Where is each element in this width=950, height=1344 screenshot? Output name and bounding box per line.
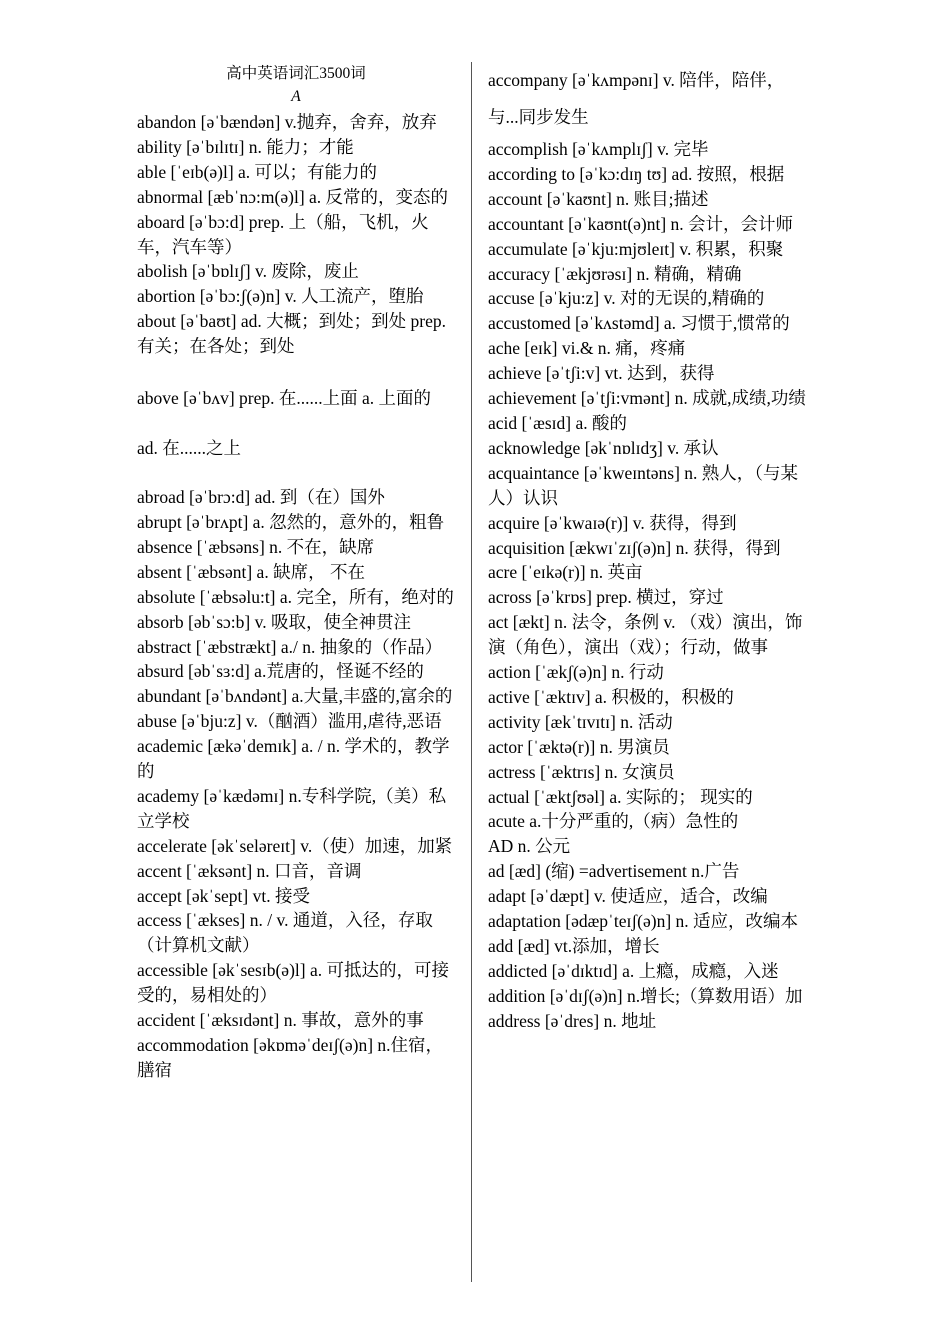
entry-activity: activity [ækˈtɪvɪtɪ] n. 活动 xyxy=(488,711,673,732)
entry-ad-era: AD n. 公元 xyxy=(488,836,571,857)
entry-academy: academy [əˈkædəmɪ] n.专科学院,（美）私立学校 xyxy=(137,785,447,831)
entry-accelerate: accelerate [əkˈseləreɪt] v.（使）加速，加紧 xyxy=(137,835,453,856)
entry-act: act [ækt] n. 法令，条例 v. （戏）演出，饰演（角色），演出（戏）；行动，做事 xyxy=(488,612,803,658)
entry-across: across [əˈkrɒs] prep. 横过，穿过 xyxy=(488,587,724,608)
left-column xyxy=(137,62,455,1083)
entry-accompany: accompany [əˈkʌmpənɪ] v. 陪伴，陪伴，与...同步发生 xyxy=(488,70,785,127)
entry-ache: ache [eɪk] vi.& n. 痛，疼痛 xyxy=(488,338,686,359)
entry-acknowledge: acknowledge [əkˈnɒlɪdʒ] v. 承认 xyxy=(488,437,719,458)
entry-abolish: abolish [əˈbɒlɪʃ] v. 废除，废止 xyxy=(137,261,359,282)
entry-add: add [æd] vt.添加，增长 xyxy=(488,936,660,956)
entry-access: access [ˈækses] n. / v. 通道，入径，存取（计算机文献） xyxy=(137,910,433,956)
entry-abroad: abroad [əˈbrɔ:d] ad. 到（在）国外 xyxy=(137,487,385,508)
entry-actor: actor [ˈæktə(r)] n. 男演员 xyxy=(488,736,670,757)
entry-acre: acre [ˈeɪkə(r)] n. 英亩 xyxy=(488,562,643,583)
entry-accuracy: accuracy [ˈækjʊrəsɪ] n. 精确，精确 xyxy=(488,263,742,284)
entry-accessible: accessible [əkˈsesɪb(ə)l] a. 可抵达的，可接受的，易相处的） xyxy=(137,960,449,1006)
entry-about: about [əˈbaʊt] ad. 大概；到处；到处 prep. 有关；在各处；到处 xyxy=(137,311,446,357)
entry-absence: absence [ˈæbsəns] n. 不在，缺席 xyxy=(137,536,375,557)
entry-action: action [ˈækʃ(ə)n] n. 行动 xyxy=(488,662,664,683)
entry-actual: actual [ˈæktʃʊəl] a. 实际的； 现实的 xyxy=(488,786,753,807)
entry-ad: ad [æd] (缩) =advertisement n.广告 xyxy=(488,861,740,882)
entry-above: above [əˈbʌv] prep. 在......上面 a. 上面的 ad. 在......之上 xyxy=(137,388,432,459)
entry-abstract: abstract [ˈæbstrækt] a./ n. 抽象的（作品） xyxy=(137,636,443,657)
entry-active: active [ˈæktɪv] a. 积极的，积极的 xyxy=(488,686,734,707)
entry-acquisition: acquisition [ækwɪˈzɪʃ(ə)n] n. 获得，得到 xyxy=(488,537,781,558)
right-column xyxy=(488,62,810,1034)
entry-addition: addition [əˈdɪʃ(ə)n] n.增长;（算数用语）加 xyxy=(488,985,803,1006)
entry-acquaintance: acquaintance [əˈkweɪntəns] n. 熟人，（与某人）认识 xyxy=(488,462,799,508)
entry-accept: accept [əkˈsept] vt. 接受 xyxy=(137,885,310,906)
entry-absurd: absurd [əbˈsɜ:d] a.荒唐的，怪诞不经的 xyxy=(137,661,424,682)
entry-adapt: adapt [əˈdæpt] v. 使适应，适合，改编 xyxy=(488,886,768,907)
entry-accomplish: accomplish [əˈkʌmplɪʃ] v. 完毕 xyxy=(488,139,709,159)
entry-abortion: abortion [əˈbɔ:ʃ(ə)n] v. 人工流产，堕胎 xyxy=(137,286,424,307)
entry-abuse: abuse [əˈbju:z] v.（酗酒）滥用,虐待,恶语 xyxy=(137,711,442,732)
entry-accuse: accuse [əˈkju:z] v. 对的无误的,精确的 xyxy=(488,288,765,309)
entry-accountant: accountant [əˈkaʊnt(ə)nt] n. 会计，会计师 xyxy=(488,213,794,234)
entry-acid: acid [ˈæsɪd] a. 酸的 xyxy=(488,412,627,433)
entry-acquire: acquire [əˈkwaɪə(r)] v. 获得，得到 xyxy=(488,512,737,533)
entry-aboard: aboard [əˈbɔ:d] prep. 上（船，飞机，火车，汽车等） xyxy=(137,211,429,257)
entry-acute: acute a.十分严重的,（病）急性的 xyxy=(488,811,739,832)
entry-accommodation: accommodation [əkɒməˈdeɪʃ(ə)n] n.住宿，膳宿 xyxy=(137,1035,444,1080)
entry-accumulate: accumulate [əˈkju:mjʊleɪt] v. 积累，积聚 xyxy=(488,238,784,259)
entry-accustomed: accustomed [əˈkʌstəmd] a. 习惯于,惯常的 xyxy=(488,313,790,334)
entry-able: able [ˈeɪb(ə)l] a. 可以；有能力的 xyxy=(137,161,378,182)
column-divider xyxy=(471,62,472,1282)
entry-account: account [əˈkaʊnt] n. 账目;描述 xyxy=(488,188,709,209)
entry-according-to: according to [əˈkɔ:dɪŋ tʊ] ad. 按照，根据 xyxy=(488,163,785,184)
entry-actress: actress [ˈæktrɪs] n. 女演员 xyxy=(488,761,675,782)
entry-achieve: achieve [əˈtʃi:v] vt. 达到，获得 xyxy=(488,363,715,384)
entry-abandon: abandon [əˈbændən] v.抛弃，舍弃，放弃 xyxy=(137,112,437,132)
entry-addicted: addicted [əˈdɪktɪd] a. 上瘾，成瘾，入迷 xyxy=(488,960,779,981)
entry-absent: absent [ˈæbsənt] a. 缺席， 不在 xyxy=(137,561,365,582)
entry-abnormal: abnormal [æbˈnɔ:m(ə)l] a. 反常的，变态的 xyxy=(137,186,449,207)
entry-abundant: abundant [əˈbʌndənt] a.大量,丰盛的,富余的 xyxy=(137,686,453,707)
entry-academic: academic [ækəˈdemɪk] a. / n. 学术的，教学的 xyxy=(137,736,450,782)
entry-abrupt: abrupt [əˈbrʌpt] a. 忽然的，意外的，粗鲁 xyxy=(137,511,445,532)
entry-ability: ability [əˈbɪlɪtɪ] n. 能力；才能 xyxy=(137,136,354,157)
entry-accident: accident [ˈæksɪdənt] n. 事故，意外的事 xyxy=(137,1010,424,1031)
entry-absorb: absorb [əbˈsɔ:b] v. 吸取，使全神贯注 xyxy=(137,611,411,632)
entry-absolute: absolute [ˈæbsəlu:t] a. 完全，所有，绝对的 xyxy=(137,586,454,607)
entry-address: address [əˈdres] n. 地址 xyxy=(488,1010,657,1031)
entry-achievement: achievement [əˈtʃi:vmənt] n. 成就,成绩,功绩 xyxy=(488,388,806,409)
entry-accent: accent [ˈæksənt] n. 口音，音调 xyxy=(137,860,362,881)
section-letter: A xyxy=(291,88,301,105)
document-title: 高中英语词汇3500词 xyxy=(226,65,366,82)
entry-adaptation: adaptation [ədæpˈteɪʃ(ə)n] n. 适应，改编本 xyxy=(488,911,799,932)
